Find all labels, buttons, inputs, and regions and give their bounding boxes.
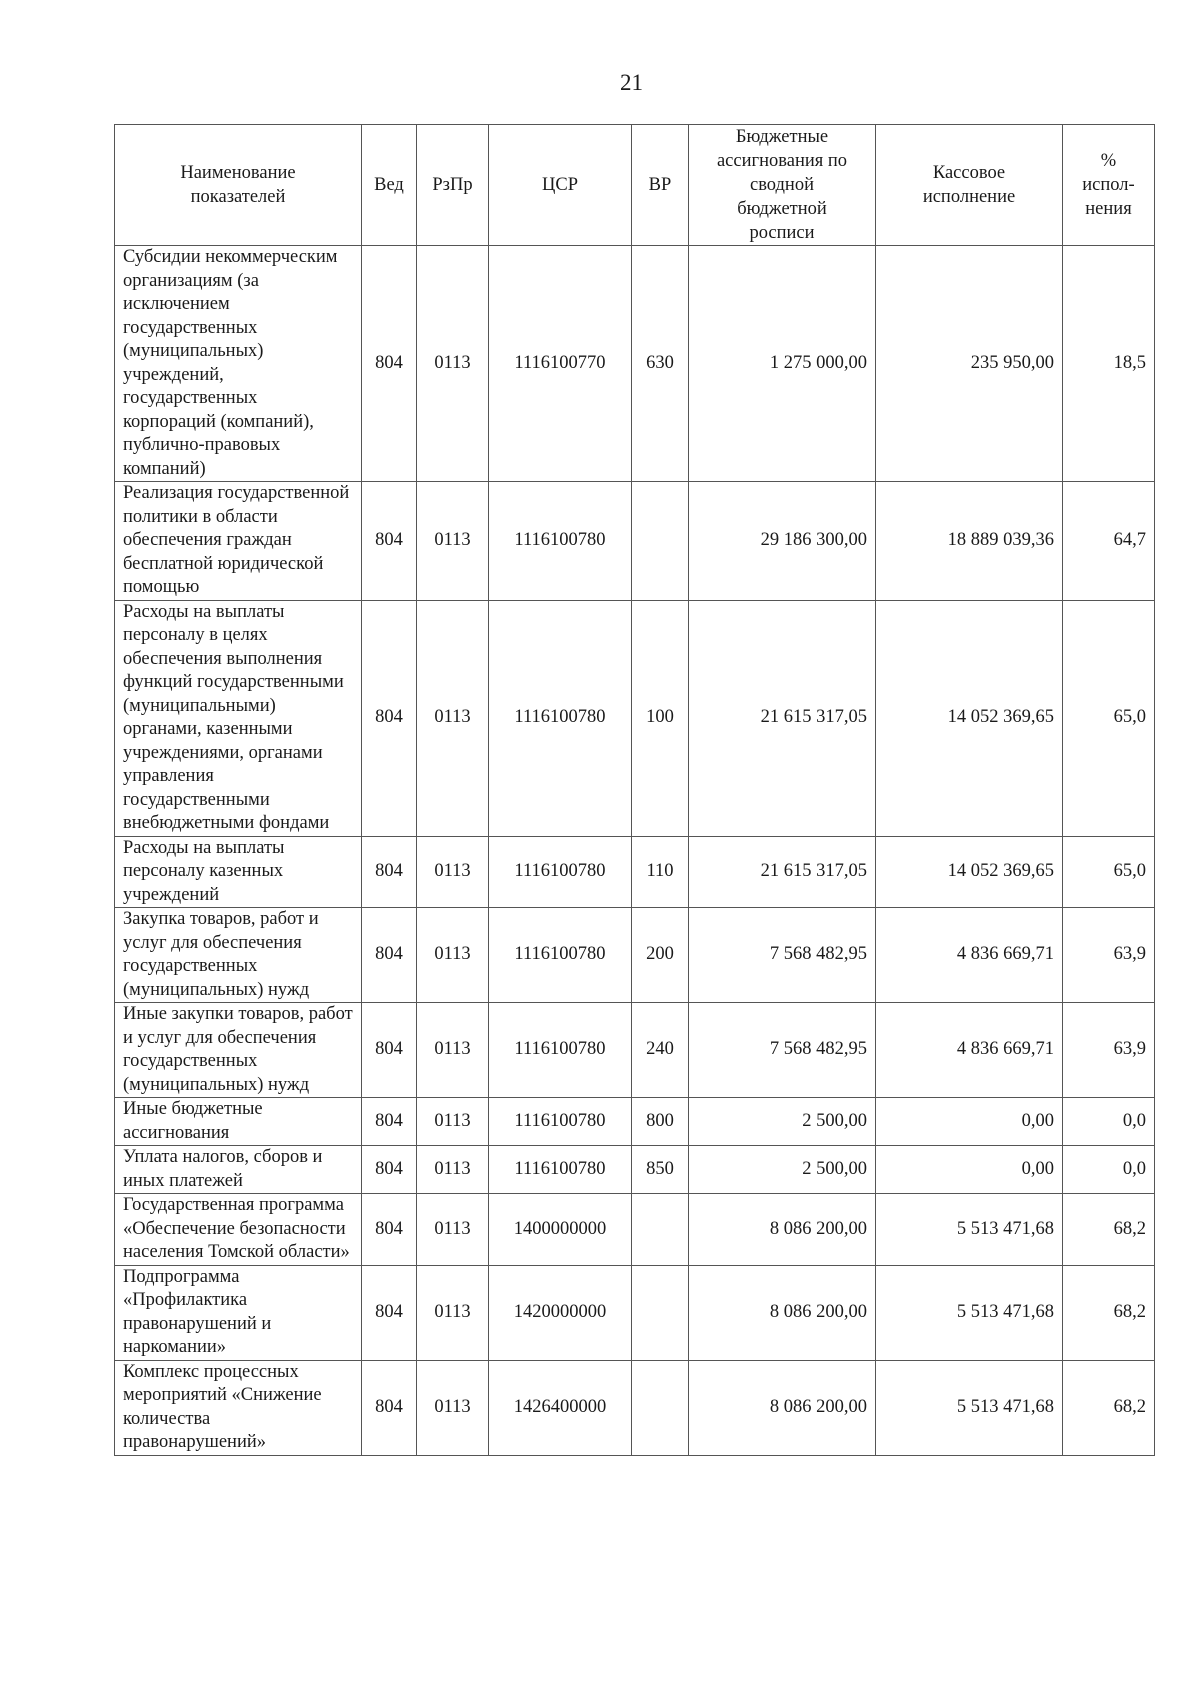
cell-executed: 235 950,00 <box>876 246 1063 482</box>
table-row <box>115 1360 1155 1455</box>
column-header-vr: ВР <box>632 125 689 246</box>
cell-executed: 0,00 <box>876 1098 1063 1146</box>
cell-assigned: 1 275 000,00 <box>689 246 876 482</box>
cell-executed: 0,00 <box>876 1146 1063 1194</box>
cell-ved: 804 <box>362 1194 417 1266</box>
cell-vr <box>632 1360 689 1455</box>
cell-vr: 800 <box>632 1098 689 1146</box>
cell-assigned: 29 186 300,00 <box>689 482 876 601</box>
cell-name: Субсидии некоммерческим организациям (за исключением государственных (муниципальных) учреждений, государственных корпораций (компаний), публично-правовых компаний) <box>115 246 362 482</box>
cell-name: Иные бюджетные ассигнования <box>115 1098 362 1146</box>
cell-percent: 64,7 <box>1063 482 1155 601</box>
column-header-ved: Вед <box>362 125 417 246</box>
table-row <box>115 1003 1155 1098</box>
cell-vr: 240 <box>632 1003 689 1098</box>
cell-executed: 18 889 039,36 <box>876 482 1063 601</box>
cell-assigned: 7 568 482,95 <box>689 1003 876 1098</box>
cell-executed: 14 052 369,65 <box>876 600 1063 836</box>
cell-ved: 804 <box>362 482 417 601</box>
column-header-executed: Кассовое исполнение <box>876 125 1063 246</box>
table-row <box>115 1146 1155 1194</box>
cell-percent: 68,2 <box>1063 1360 1155 1455</box>
cell-ved: 804 <box>362 1098 417 1146</box>
cell-vr <box>632 1194 689 1266</box>
cell-rzpr: 0113 <box>417 1360 489 1455</box>
cell-vr: 100 <box>632 600 689 836</box>
cell-name: Реализация государственной политики в области обеспечения граждан бесплатной юридической помощью <box>115 482 362 601</box>
table-row <box>115 836 1155 908</box>
cell-name: Иные закупки товаров, работ и услуг для обеспечения государственных (муниципальных) нужд <box>115 1003 362 1098</box>
cell-ved: 804 <box>362 1360 417 1455</box>
budget-execution-table <box>114 124 1155 1456</box>
cell-ved: 804 <box>362 1146 417 1194</box>
table-row <box>115 246 1155 482</box>
cell-percent: 68,2 <box>1063 1194 1155 1266</box>
cell-vr: 630 <box>632 246 689 482</box>
cell-vr: 110 <box>632 836 689 908</box>
cell-executed: 14 052 369,65 <box>876 836 1063 908</box>
table-row <box>115 600 1155 836</box>
cell-csr: 1116100780 <box>489 600 632 836</box>
table-row <box>115 1098 1155 1146</box>
cell-assigned: 8 086 200,00 <box>689 1194 876 1266</box>
column-header-assigned: Бюджетные ассигнования по сводной бюджетной росписи <box>689 125 876 246</box>
cell-assigned: 8 086 200,00 <box>689 1360 876 1455</box>
cell-vr: 200 <box>632 908 689 1003</box>
cell-name: Уплата налогов, сборов и иных платежей <box>115 1146 362 1194</box>
cell-name: Подпрограмма «Профилактика правонарушений и наркомании» <box>115 1265 362 1360</box>
cell-assigned: 21 615 317,05 <box>689 600 876 836</box>
cell-rzpr: 0113 <box>417 1098 489 1146</box>
column-header-percent: % испол- нения <box>1063 125 1155 246</box>
cell-name: Закупка товаров, работ и услуг для обеспечения государственных (муниципальных) нужд <box>115 908 362 1003</box>
cell-ved: 804 <box>362 246 417 482</box>
cell-rzpr: 0113 <box>417 600 489 836</box>
cell-rzpr: 0113 <box>417 1003 489 1098</box>
cell-vr: 850 <box>632 1146 689 1194</box>
cell-csr: 1116100780 <box>489 1146 632 1194</box>
cell-rzpr: 0113 <box>417 482 489 601</box>
cell-ved: 804 <box>362 1265 417 1360</box>
cell-rzpr: 0113 <box>417 908 489 1003</box>
cell-executed: 5 513 471,68 <box>876 1194 1063 1266</box>
column-header-csr: ЦСР <box>489 125 632 246</box>
cell-percent: 68,2 <box>1063 1265 1155 1360</box>
cell-executed: 4 836 669,71 <box>876 1003 1063 1098</box>
cell-csr: 1116100780 <box>489 1003 632 1098</box>
cell-assigned: 8 086 200,00 <box>689 1265 876 1360</box>
cell-executed: 5 513 471,68 <box>876 1265 1063 1360</box>
cell-name: Комплекс процессных мероприятий «Снижение количества правонарушений» <box>115 1360 362 1455</box>
cell-rzpr: 0113 <box>417 1194 489 1266</box>
table-row <box>115 1194 1155 1266</box>
cell-percent: 0,0 <box>1063 1146 1155 1194</box>
page-number: 21 <box>620 70 643 95</box>
cell-csr: 1116100780 <box>489 908 632 1003</box>
cell-csr: 1116100780 <box>489 482 632 601</box>
cell-vr <box>632 482 689 601</box>
cell-csr: 1116100770 <box>489 246 632 482</box>
table-row <box>115 1265 1155 1360</box>
cell-ved: 804 <box>362 836 417 908</box>
table-row <box>115 908 1155 1003</box>
cell-percent: 65,0 <box>1063 600 1155 836</box>
cell-csr: 1420000000 <box>489 1265 632 1360</box>
cell-name: Расходы на выплаты персоналу в целях обеспечения выполнения функций государственными (муниципальными) органами, казенными учреждениями, органами управления государственными внебюджетными фондами <box>115 600 362 836</box>
cell-rzpr: 0113 <box>417 836 489 908</box>
cell-rzpr: 0113 <box>417 1265 489 1360</box>
cell-percent: 65,0 <box>1063 836 1155 908</box>
cell-executed: 4 836 669,71 <box>876 908 1063 1003</box>
cell-ved: 804 <box>362 1003 417 1098</box>
cell-assigned: 7 568 482,95 <box>689 908 876 1003</box>
table-row <box>115 482 1155 601</box>
cell-percent: 63,9 <box>1063 908 1155 1003</box>
cell-rzpr: 0113 <box>417 246 489 482</box>
cell-name: Расходы на выплаты персоналу казенных учреждений <box>115 836 362 908</box>
column-header-rzpr: РзПр <box>417 125 489 246</box>
cell-assigned: 2 500,00 <box>689 1098 876 1146</box>
column-header-name: Наименование показателей <box>115 125 362 246</box>
cell-percent: 0,0 <box>1063 1098 1155 1146</box>
cell-percent: 18,5 <box>1063 246 1155 482</box>
cell-csr: 1400000000 <box>489 1194 632 1266</box>
cell-csr: 1116100780 <box>489 1098 632 1146</box>
cell-ved: 804 <box>362 600 417 836</box>
cell-csr: 1116100780 <box>489 836 632 908</box>
cell-ved: 804 <box>362 908 417 1003</box>
cell-rzpr: 0113 <box>417 1146 489 1194</box>
cell-assigned: 2 500,00 <box>689 1146 876 1194</box>
cell-executed: 5 513 471,68 <box>876 1360 1063 1455</box>
cell-assigned: 21 615 317,05 <box>689 836 876 908</box>
cell-vr <box>632 1265 689 1360</box>
cell-name: Государственная программа «Обеспечение безопасности населения Томской области» <box>115 1194 362 1266</box>
table-header-row <box>115 125 1155 246</box>
cell-csr: 1426400000 <box>489 1360 632 1455</box>
cell-percent: 63,9 <box>1063 1003 1155 1098</box>
